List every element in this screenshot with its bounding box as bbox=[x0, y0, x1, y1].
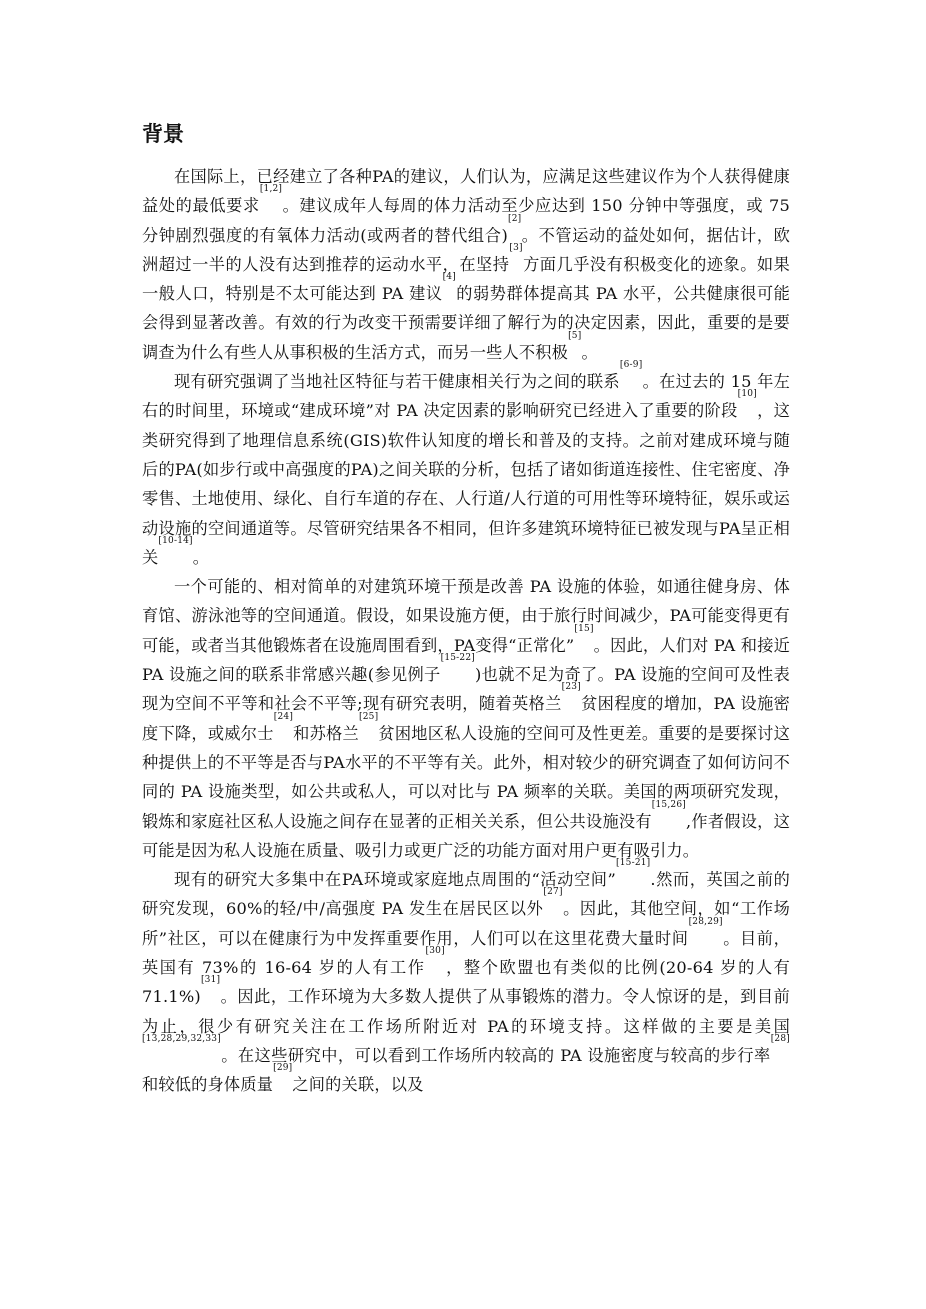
paragraph-text: 贫困程度的增加，PA 设施密度下降，或威尔士 bbox=[142, 694, 791, 743]
paragraph bbox=[142, 858, 790, 1099]
paragraph-text: .然而，英国之前的研究发现，60%的轻/中/高强度 PA 发生在居民区以外 bbox=[142, 870, 790, 919]
paragraph-text: 。因此，其他空间，如“工作场所”社区，可以在健康行为中发挥重要作用，人们可以在这里花费大量时间 bbox=[142, 899, 790, 948]
paragraph-text: 之间的关联，以及 bbox=[292, 1075, 424, 1095]
paragraph-text: 。在这些研究中，可以看到工作场所内较高的 PA 设施密度与较高的步行率 bbox=[220, 1045, 771, 1065]
document-page bbox=[142, 118, 790, 1100]
paragraph-text: ,作者假设，这可能是因为私人设施在质量、吸引力或更广泛的功能方面对用户更有吸引力。 bbox=[142, 811, 790, 860]
citation-ref: [29] bbox=[273, 1063, 293, 1074]
citation-ref: [28,29] bbox=[688, 916, 723, 927]
citation-ref: [15-22] bbox=[440, 653, 475, 664]
paragraph-text: 现有的研究大多集中在PA环境或家庭地点周围的“活动空间” bbox=[174, 870, 617, 890]
paragraph bbox=[142, 360, 791, 572]
citation-ref: [15,26] bbox=[651, 799, 686, 810]
citation-ref: [13,28,29,32,33] bbox=[142, 1033, 221, 1044]
citation-ref: [1,2] bbox=[259, 184, 283, 195]
paragraph-text: 。目前，英国有 73%的 16-64 岁的人有工作 bbox=[142, 928, 790, 978]
paragraph-text: 在国际上，已经建立了各种PA的建议，人们认为，应满足这些建议作为个人获得健康益处的最低要求 bbox=[142, 167, 790, 216]
citation-ref: [30] bbox=[425, 946, 445, 957]
paragraph-text: 。 bbox=[581, 342, 598, 362]
paragraph-text: 现有研究强调了当地社区特征与若干健康相关行为之间的联系 bbox=[174, 372, 620, 392]
citation-ref: [3] bbox=[509, 242, 523, 253]
citation-ref: [23] bbox=[561, 682, 581, 693]
paragraph-text: ，整个欧盟也有类似的比例(20-64 岁的人有 71.1%) bbox=[142, 958, 790, 1007]
citation-ref: [15] bbox=[574, 623, 594, 634]
paragraph-text: )也就不足为奇了。PA 设施的空间可及性表现为空间不平等和社会不平等;现有研究表明，随着英格兰 bbox=[142, 665, 790, 714]
paragraph-text: 。建议成年人每周的体力活动至少应达到 150 分钟中等强度，或 75 分钟剧烈强度的有氧体力活动(或两者的替代组合) bbox=[142, 196, 790, 245]
paragraph-text: 。因此，工作环境为大多数人提供了从事锻炼的潜力。令人惊讶的是，到目前为止，很少有研究关注在工作场所附近对 PA的环境支持。这样做的主要是美国 bbox=[142, 987, 790, 1036]
paragraph bbox=[142, 572, 790, 865]
paragraph-text: 和较低的身体质量 bbox=[142, 1075, 274, 1095]
citation-ref: [28] bbox=[770, 1033, 790, 1044]
paragraph-text: 的弱势群体提高其 PA 水平，公共健康很可能会得到显著改善。有效的行为改变干预需要详细了解行为的决定因素，因此，重要的是要调查为什么有些人从事积极的生活方式，而另一些人不积极 bbox=[142, 284, 790, 362]
citation-ref: [2] bbox=[508, 213, 522, 224]
citation-ref: [5] bbox=[568, 330, 582, 341]
citation-ref: [24] bbox=[273, 711, 294, 722]
citation-ref: [15-21] bbox=[616, 858, 651, 869]
paragraph bbox=[142, 162, 790, 367]
paragraph-text: 和苏格兰 bbox=[293, 723, 359, 743]
paragraph-text: ，这类研究得到了地理信息系统(GIS)软件认知度的增长和普及的支持。之前对建成环境与随后的PA(如步行或中高强度的PA)之间关联的分析，包括了诸如街道连接性、住宅密度、净零售、土地使用、绿化、自行车道的存在、人行道/人行道的可用性等环境特征，娱乐或运动设施的空间通道等。尽管研究结果各不相同，但许多建筑环境特征已被发现与PA呈正相关 bbox=[142, 401, 791, 567]
paragraph-text: 一个可能的、相对简单的对建筑环境干预是改善 PA 设施的体验，如通往健身房、体育馆、游泳池等的空间通道。假设，如果设施方便，由于旅行时间减少，PA可能变得更有可能，或者当其他锻炼者在设施周围看到，PA变得“正常化” bbox=[142, 577, 790, 655]
citation-ref: [31] bbox=[200, 975, 221, 986]
paragraph-text: 。在过去的 15 年左右的时间里，环境或“建成环境”对 PA 决定因素的影响研究已经进入了重要的阶段 bbox=[142, 372, 790, 421]
citation-ref: [27] bbox=[543, 887, 563, 898]
paragraph-text: 贫困地区私人设施的空间可及性更差。重要的是要探讨这种提供上的不平等是否与PA水平的不平等有关。此外，相对较少的研究调查了如何访问不同的 PA 设施类型，如公共或私人，可以对比与 PA 频率的关联。美国的两项研究发现，锻炼和家庭社区私人设施之间存在显著的正相关关系，但公共设施没有 bbox=[142, 723, 790, 831]
citation-ref: [4] bbox=[442, 272, 456, 283]
citation-ref: [10] bbox=[737, 389, 757, 400]
body-text bbox=[142, 162, 790, 1100]
citation-ref: [6-9] bbox=[619, 360, 643, 371]
section-heading: 背景 bbox=[142, 122, 184, 146]
paragraph-text: 方面几乎没有积极变化的迹象。如果一般人口，特别是不太可能达到 PA 建议 bbox=[142, 254, 790, 304]
citation-ref: [25] bbox=[359, 711, 379, 722]
paragraph-text: 。因此，人们对 PA 和接近 PA 设施之间的联系非常感兴趣(参见例子 bbox=[142, 635, 791, 685]
paragraph-text: 。 bbox=[192, 547, 210, 567]
citation-ref: [10-14] bbox=[158, 535, 193, 546]
paragraph-text: 。不管运动的益处如何，据估计，欧洲超过一半的人没有达到推荐的运动水平，在坚持 bbox=[142, 225, 791, 274]
